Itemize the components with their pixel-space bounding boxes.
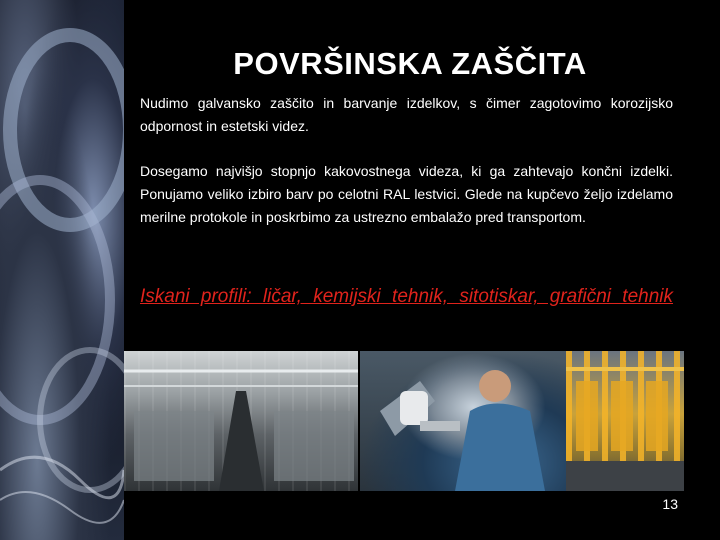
intro-paragraph: Nudimo galvansko zaščito in barvanje izdelkov, s čimer zagotovimo korozijsko odpornost in estetski videz.	[140, 95, 673, 134]
profiles-link[interactable]: Iskani profili: ličar, kemijski tehnik, sitotiskar, grafični tehnik	[140, 286, 674, 307]
metal-coil-illustration	[0, 0, 124, 540]
paint-line-photo	[566, 351, 684, 491]
spray-painter-photo	[360, 351, 566, 491]
slide-title: POVRŠINSKA ZAŠČITA	[233, 46, 587, 81]
page-number: 13	[662, 496, 678, 512]
galvanizing-plant-photo	[124, 351, 358, 491]
decorative-metal-photo	[0, 0, 124, 540]
quality-paragraph: Dosegamo najvišjo stopnjo kakovostnega videza, ki ga zahtevajo končni izdelki. Ponujamo veliko izbiro barv po celotni RAL lestvici. Glede na kupčevo željo izdelamo merilne protokole in poskrbimo za ustrezno embalažo pred transportom.	[140, 163, 673, 225]
